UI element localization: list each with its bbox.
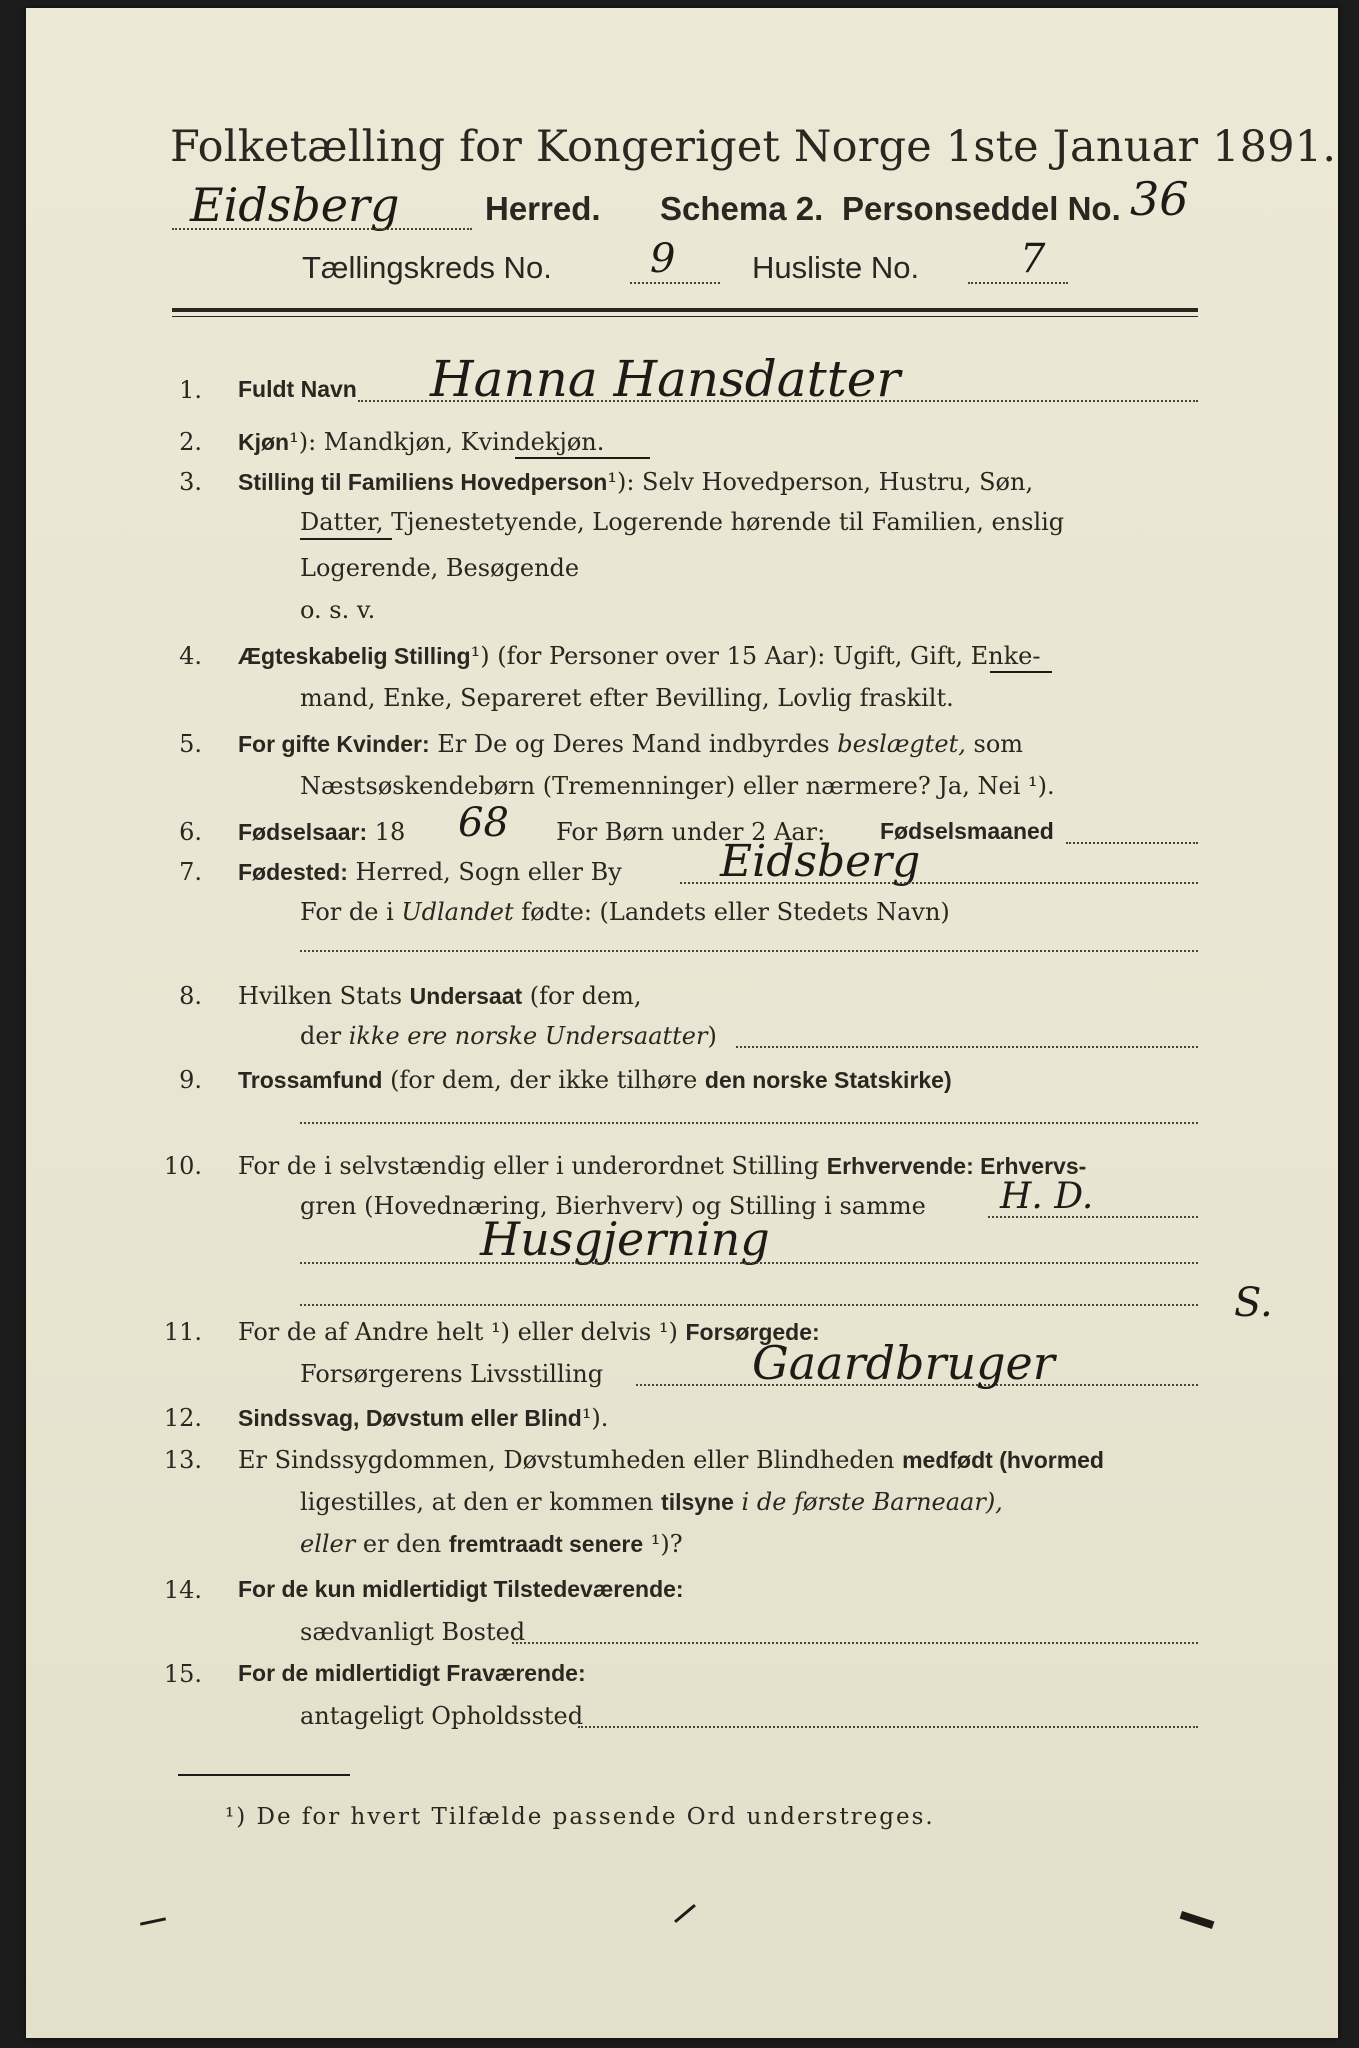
item-9-blank-line xyxy=(300,1122,1198,1124)
item-label: Trossamfund xyxy=(238,1067,383,1093)
item-label: Sindssvag, Døvstum eller Blind xyxy=(238,1405,582,1431)
item-text-end: som xyxy=(973,730,1024,758)
item-text: For de i selvstændig eller i underordnet Stilling xyxy=(238,1152,820,1180)
underline-ugift xyxy=(990,671,1052,673)
item-text: Hvilken Stats xyxy=(238,982,403,1010)
footnote: ¹) De for hvert Tilfælde passende Ord understreges. xyxy=(225,1804,935,1830)
item-10-line-2: gren (Hovednæring, Bierhverv) og Stilling i samme xyxy=(300,1192,926,1220)
item-number: 4. xyxy=(179,642,202,670)
item-6-children-text: For Børn under 2 Aar: xyxy=(556,818,826,846)
husliste-dotted-line xyxy=(968,282,1068,284)
item-number: 10. xyxy=(163,1152,202,1180)
item-number: 3. xyxy=(179,468,202,496)
item-text: ¹) (for Personer over 15 Aar): Ugift, Gift, Enke- xyxy=(470,642,1041,670)
item-label: medfødt (hvormed xyxy=(902,1447,1104,1473)
item-13-line-2: ligestilles, at den er kommen tilsyne i de første Barneaar), xyxy=(300,1488,1003,1516)
item-number: 12. xyxy=(163,1404,202,1432)
item-13-line-3: eller er den fremtraadt senere ¹)? xyxy=(300,1530,683,1558)
item-number: 14. xyxy=(163,1576,202,1604)
item-number: 2. xyxy=(179,428,202,456)
item-number: 13. xyxy=(163,1446,202,1474)
birthplace-handwritten: Eidsberg xyxy=(720,836,921,887)
item-text: (for dem, der ikke tilhøre xyxy=(390,1066,698,1094)
header-rule-thick xyxy=(172,308,1198,312)
header-rule-thin xyxy=(172,316,1198,317)
item-label: Stilling til Familiens Hovedperson xyxy=(238,469,608,495)
item-7-blank-line xyxy=(300,950,1198,952)
underline-datter xyxy=(300,538,392,540)
item-number: 1. xyxy=(179,376,202,404)
item-label: Fødested: xyxy=(238,859,348,885)
item-10-blank-line-2 xyxy=(300,1304,1198,1306)
item-label: Kjøn xyxy=(238,429,290,455)
kreds-dotted-line xyxy=(630,282,720,284)
item-label: Undersaat xyxy=(409,983,523,1009)
item-6-birth-month-label: Fødselsmaaned xyxy=(880,818,1054,844)
provider-occupation-handwritten: Gaardbruger xyxy=(752,1336,1055,1390)
item-number: 5. xyxy=(179,730,202,758)
kreds-handwritten-value: 9 xyxy=(650,236,676,282)
item-label-b: den norske Statskirke) xyxy=(704,1067,952,1093)
personseddel-handwritten-value: 36 xyxy=(1130,172,1189,226)
full-name-handwritten: Hanna Hansdatter xyxy=(430,350,901,408)
item-label: For de midlertidigt Fraværende: xyxy=(238,1660,586,1686)
item-text: Herred, Sogn eller By xyxy=(355,858,622,886)
item-11-line-2: Forsørgerens Livsstilling xyxy=(300,1360,604,1388)
item-5-line-2: Næstsøskendebørn (Tremenninger) eller nærmere? Ja, Nei ¹). xyxy=(300,772,1055,800)
item-text: Er De og Deres Mand indbyrdes xyxy=(437,730,830,758)
item-text-italic: beslægtet, xyxy=(837,730,966,758)
item-label: Fuldt Navn xyxy=(238,376,357,402)
item-text-b: (for dem, xyxy=(529,982,642,1010)
item-number: 8. xyxy=(179,982,202,1010)
item-number: 11. xyxy=(163,1318,202,1346)
item-text: ¹): Selv Hovedperson, Hustru, Søn, xyxy=(607,468,1034,496)
item-text: Er Sindssygdommen, Døvstumheden eller Blindheden xyxy=(238,1446,895,1474)
item-3-line-4: o. s. v. xyxy=(300,596,376,624)
item-label: For de kun midlertidigt Tilstedeværende: xyxy=(238,1576,684,1602)
underline-kvindekjon xyxy=(515,457,650,459)
supported-mark-handwritten: S. xyxy=(1234,1280,1273,1326)
item-14-line-2: sædvanligt Bosted xyxy=(300,1618,526,1646)
herred-handwritten-value: Eidsberg xyxy=(190,178,400,232)
husliste-handwritten-value: 7 xyxy=(1020,236,1046,282)
item-label: Erhvervende: Erhvervs- xyxy=(826,1153,1087,1179)
item-text: For de af Andre helt ¹) eller delvis ¹) xyxy=(238,1318,678,1346)
footnote-separator xyxy=(178,1774,350,1776)
item-7-dotted-line xyxy=(680,882,1198,884)
item-14-dotted-line xyxy=(512,1642,1198,1644)
item-number: 15. xyxy=(163,1660,202,1688)
kreds-label: Tællingskreds No. xyxy=(302,250,552,285)
husliste-label: Husliste No. xyxy=(752,250,920,285)
item-3-line-2: Datter, Tjenestetyende, Logerende hørende til Familien, enslig xyxy=(300,508,1065,536)
item-text: ¹). xyxy=(581,1404,609,1432)
item-number: 7. xyxy=(179,858,202,886)
occupation-handwritten: Husgjerning xyxy=(480,1212,770,1266)
item-8-line-2: der ikke ere norske Undersaatter) xyxy=(300,1022,717,1050)
item-10-blank-line-1 xyxy=(300,1262,1198,1264)
item-4-line-2: mand, Enke, Separeret efter Bevilling, Lovlig fraskilt. xyxy=(300,684,954,712)
ink-mark-center xyxy=(674,1904,696,1923)
item-15-line-2: antageligt Opholdssted xyxy=(300,1702,584,1730)
item-label: Forsørgede: xyxy=(685,1319,820,1345)
item-3-line-3: Logerende, Besøgende xyxy=(300,554,580,582)
ink-mark-left xyxy=(140,1917,166,1925)
item-label: Ægteskabelig Stilling xyxy=(238,643,471,669)
item-number: 6. xyxy=(179,818,202,846)
item-number: 9. xyxy=(179,1066,202,1094)
item-7-line-2: For de i Udlandet fødte: (Landets eller Stedets Navn) xyxy=(300,898,950,926)
herred-label: Herred. xyxy=(485,190,601,227)
birth-year-handwritten: 68 xyxy=(458,800,509,846)
schema-label: Schema 2. xyxy=(660,190,824,227)
item-label: Fødselsaar: xyxy=(238,819,368,845)
item-6-dotted-line xyxy=(1066,842,1198,844)
form-title: Folketælling for Kongeriget Norge 1ste Januar 1891. xyxy=(170,122,1337,172)
ink-mark-right xyxy=(1180,1911,1215,1929)
occupation-abbrev-handwritten: H. D. xyxy=(1000,1176,1094,1217)
personseddel-label: Personseddel No. xyxy=(842,190,1121,227)
item-8-dotted-line xyxy=(736,1046,1198,1048)
item-text: 18 xyxy=(374,818,406,846)
item-15-dotted-line xyxy=(578,1726,1198,1728)
herred-dotted-line xyxy=(172,228,472,230)
item-label: For gifte Kvinder: xyxy=(238,731,430,757)
item-text: ¹): Mandkjøn, Kvindekjøn. xyxy=(289,428,605,456)
